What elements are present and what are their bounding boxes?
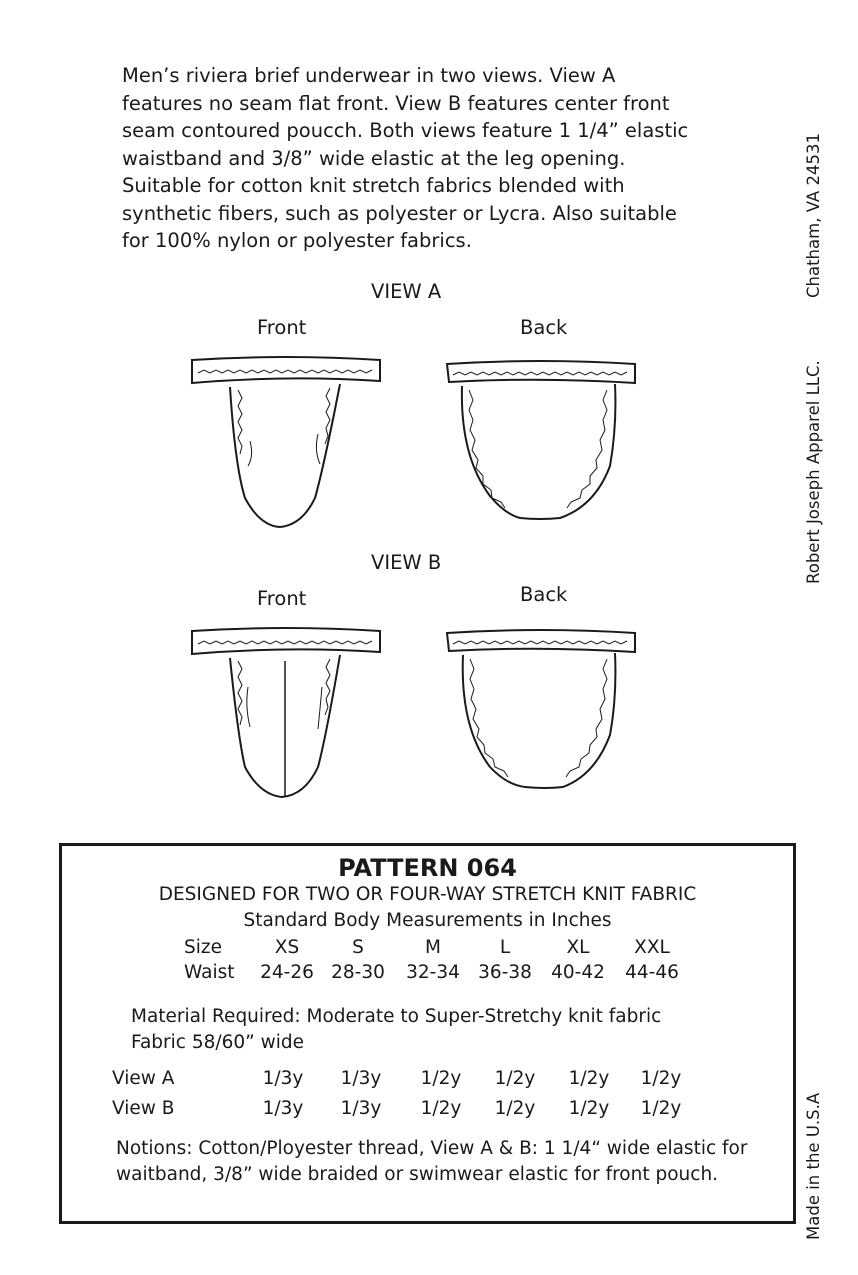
pattern-title: PATTERN 064 bbox=[338, 854, 517, 882]
measurements-title: Standard Body Measurements in Inches bbox=[243, 910, 612, 931]
view-a-yardage-cell: 1/3y bbox=[340, 1068, 382, 1089]
description-line: Suitable for cotton knit stretch fabrics blended with bbox=[122, 174, 625, 197]
view-b-title: VIEW B bbox=[371, 551, 442, 574]
view-b-yardage-cell: 1/3y bbox=[262, 1098, 304, 1119]
view-b-yardage-cell: 1/2y bbox=[420, 1098, 462, 1119]
waist-cell: 44-46 bbox=[625, 962, 679, 983]
fabric-width: Fabric 58/60” wide bbox=[131, 1032, 304, 1053]
description-line: synthetic fibers, such as polyester or Lycra. Also suitable bbox=[122, 201, 677, 225]
view-b-back-illustration bbox=[445, 627, 645, 802]
sidebar-company: Robert Joseph Apparel LLC. bbox=[804, 360, 823, 584]
view-b-yardage-label: View B bbox=[112, 1098, 175, 1119]
description-line: features no seam flat front. View B features center front bbox=[122, 91, 670, 115]
waist-cell: 36-38 bbox=[478, 962, 532, 983]
material-required: Material Required: Moderate to Super-Stretchy knit fabric bbox=[131, 1006, 662, 1027]
view-b-back-label: Back bbox=[520, 583, 568, 606]
view-a-title: VIEW A bbox=[371, 280, 442, 303]
view-a-back-label: Back bbox=[520, 316, 568, 339]
view-a-yardage-cell: 1/2y bbox=[640, 1068, 682, 1089]
view-a-yardage-cell: 1/2y bbox=[494, 1068, 536, 1089]
sidebar-location: Chatham, VA 24531 bbox=[804, 133, 823, 298]
view-b-yardage-cell: 1/2y bbox=[640, 1098, 682, 1119]
view-a-back-illustration bbox=[445, 356, 645, 531]
notions-line: waitband, 3/8” wide braided or swimwear elastic for front pouch. bbox=[116, 1164, 719, 1185]
view-b-yardage-cell: 1/3y bbox=[340, 1098, 382, 1119]
waist-cell: 32-34 bbox=[406, 962, 460, 983]
view-b-front-label: Front bbox=[257, 587, 307, 610]
waist-label: Waist bbox=[184, 962, 235, 983]
description-line: seam contoured poucch. Both views feature 1 1/4” elastic bbox=[122, 119, 689, 142]
size-cell: S bbox=[352, 937, 364, 958]
view-a-yardage-cell: 1/2y bbox=[420, 1068, 462, 1089]
description-line: waistband and 3/8” wide elastic at the leg opening. bbox=[122, 146, 626, 170]
size-cell: XS bbox=[274, 937, 300, 958]
waist-cell: 28-30 bbox=[331, 962, 385, 983]
size-cell: M bbox=[425, 937, 441, 958]
view-b-yardage-cell: 1/2y bbox=[568, 1098, 610, 1119]
view-a-front-illustration bbox=[190, 356, 390, 531]
size-label: Size bbox=[184, 937, 222, 958]
waist-cell: 40-42 bbox=[551, 962, 605, 983]
view-a-yardage-cell: 1/2y bbox=[568, 1068, 610, 1089]
size-cell: L bbox=[499, 937, 511, 958]
size-cell: XL bbox=[566, 937, 590, 958]
view-a-yardage-cell: 1/3y bbox=[262, 1068, 304, 1089]
pattern-description bbox=[122, 62, 722, 255]
pattern-info-box bbox=[59, 843, 796, 1224]
sidebar-origin: Made in the U.S.A bbox=[804, 1092, 823, 1240]
description-line: for 100% nylon or polyester fabrics. bbox=[122, 229, 472, 252]
view-b-front-illustration bbox=[190, 627, 390, 802]
notions-line: Notions: Cotton/Ployester thread, View A & B: 1 1/4“ wide elastic for bbox=[116, 1138, 748, 1159]
view-a-front-label: Front bbox=[257, 316, 307, 339]
view-a-yardage-label: View A bbox=[112, 1068, 175, 1089]
pattern-subtitle: DESIGNED FOR TWO OR FOUR-WAY STRETCH KNIT FABRIC bbox=[158, 884, 697, 905]
view-b-yardage-cell: 1/2y bbox=[494, 1098, 536, 1119]
description-line: Men’s riviera brief underwear in two views. View A bbox=[122, 64, 616, 87]
size-cell: XXL bbox=[634, 937, 670, 958]
waist-cell: 24-26 bbox=[260, 962, 314, 983]
